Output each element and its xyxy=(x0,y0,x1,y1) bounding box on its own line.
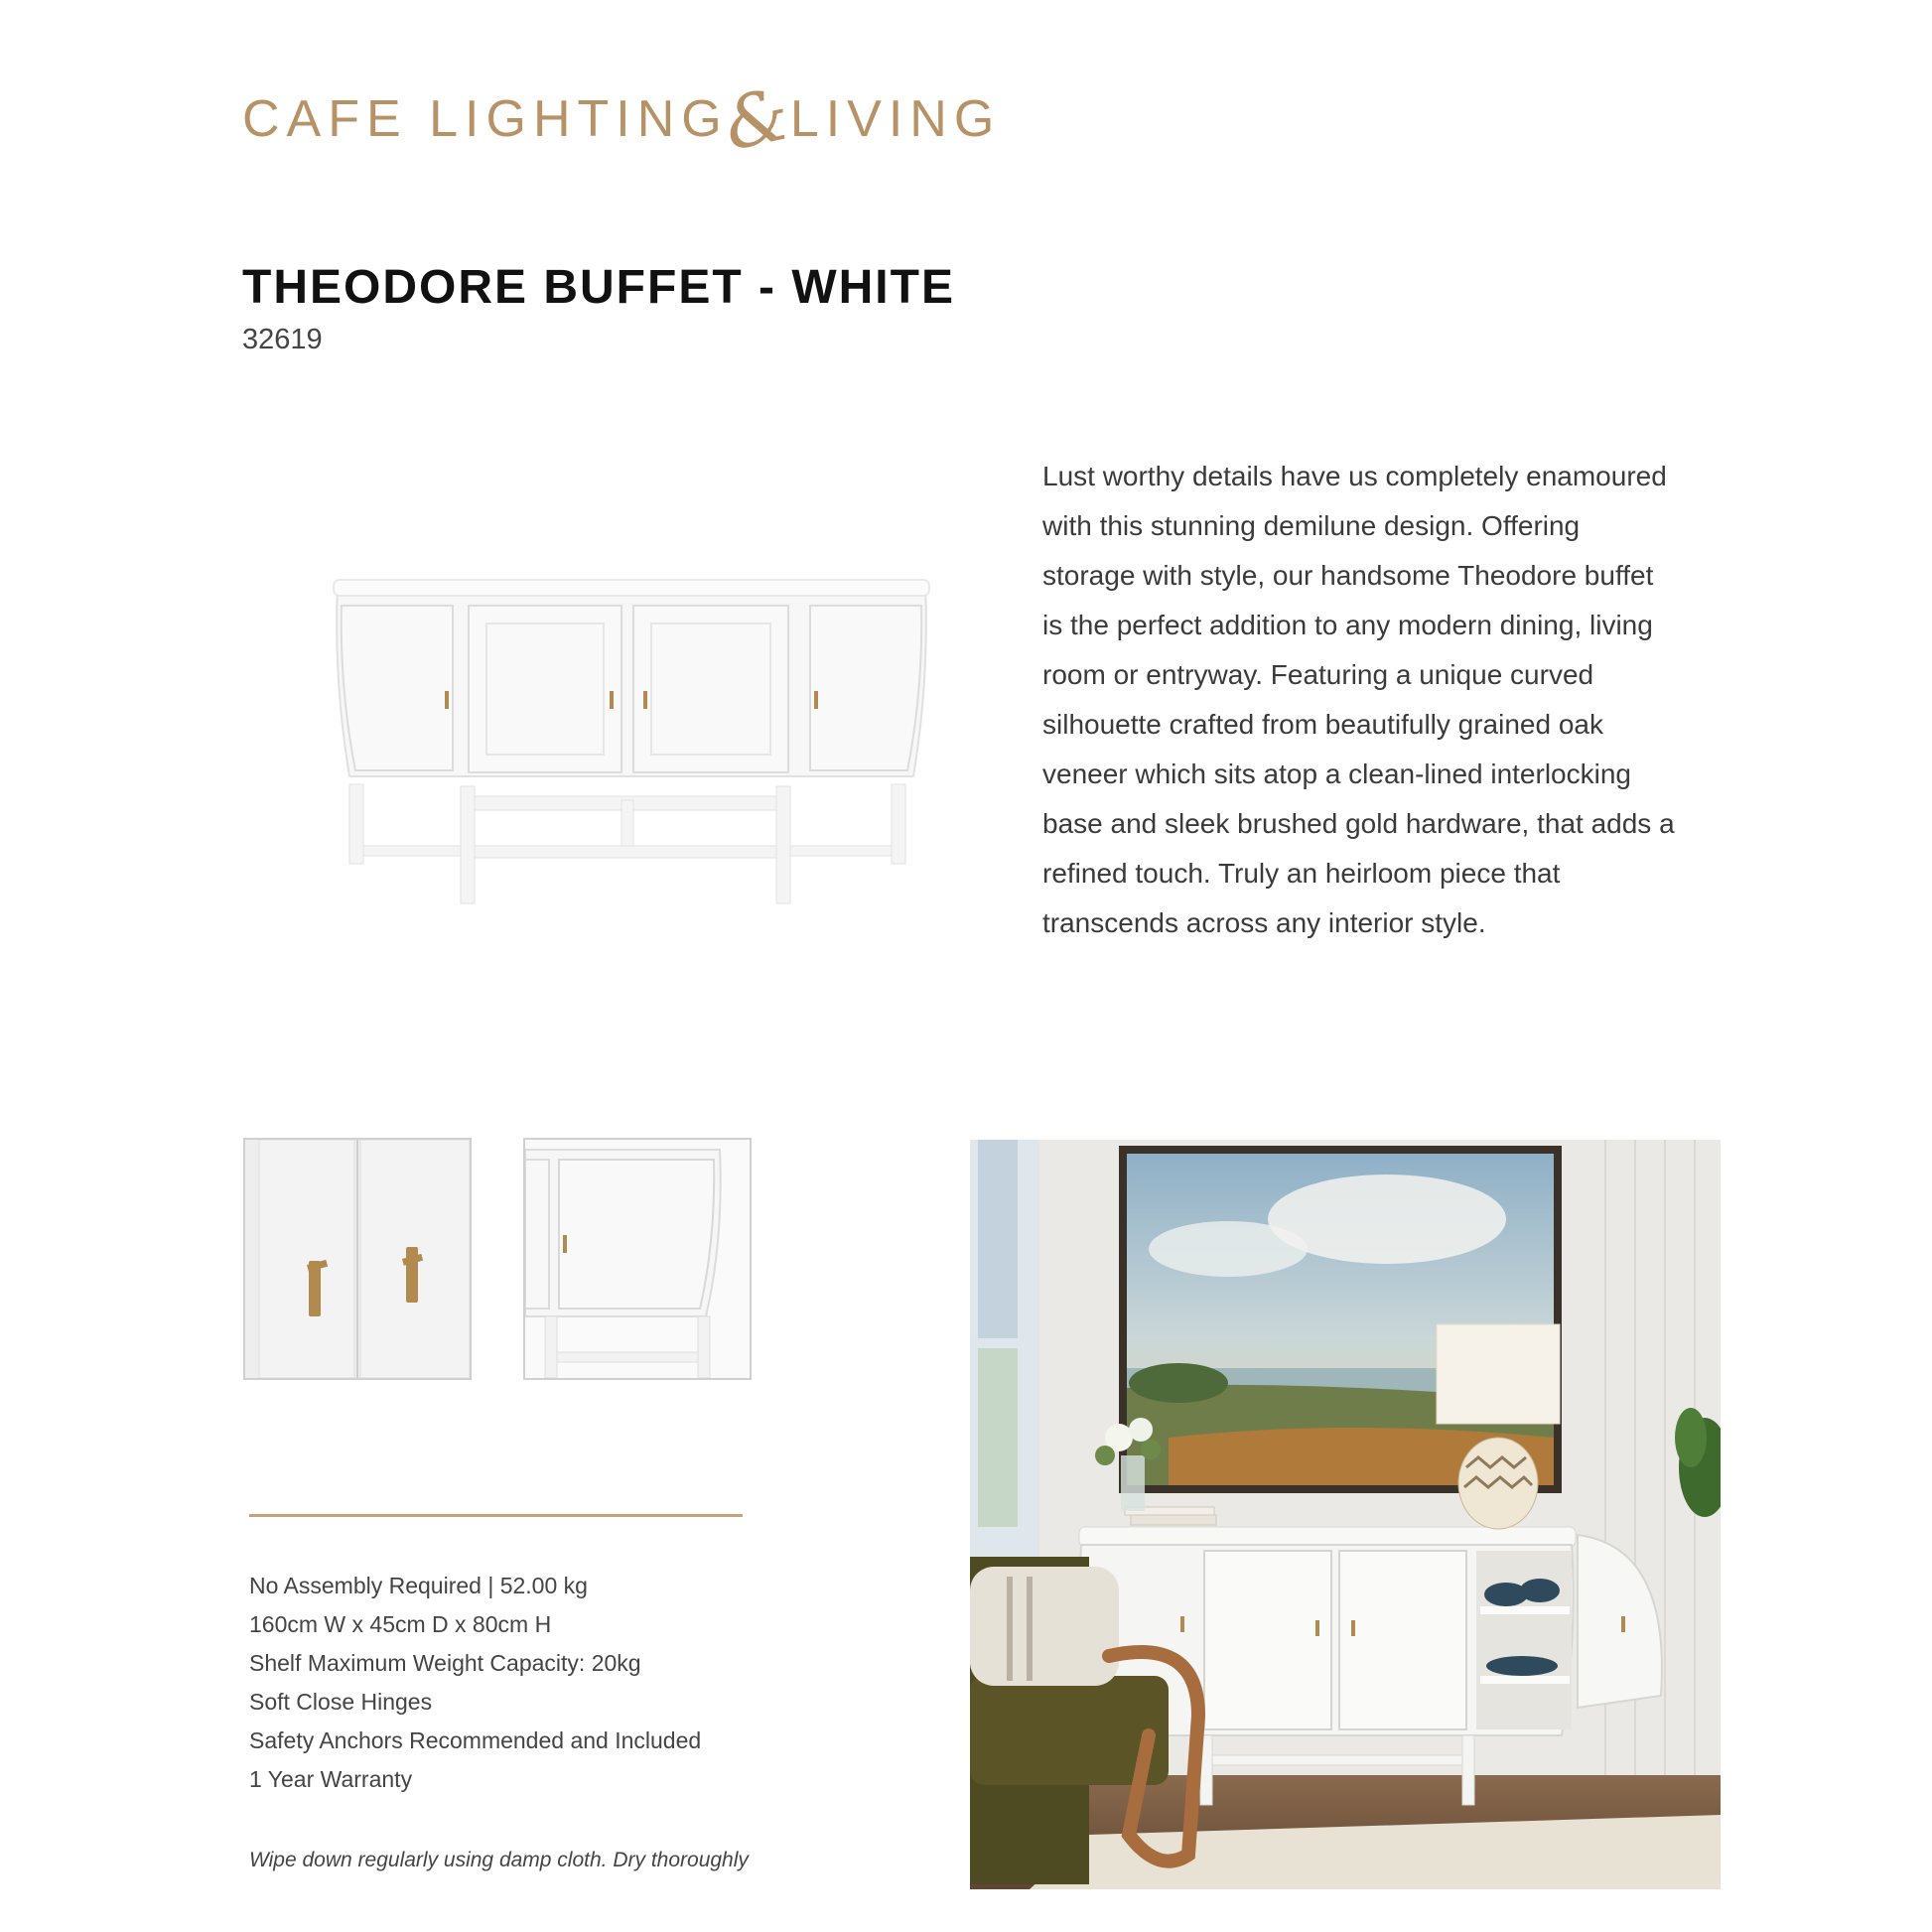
detail-thumbnail-curved-door xyxy=(523,1138,752,1380)
brand-name-part2: LIVING xyxy=(789,90,1002,148)
section-divider xyxy=(249,1514,743,1517)
brand-ampersand: & xyxy=(716,71,796,167)
brand-logo xyxy=(242,71,1002,167)
spec-item: 1 Year Warranty xyxy=(249,1766,413,1792)
brand-name-part1: CAFE LIGHTING xyxy=(242,90,729,148)
product-description: Lust worthy details have us completely enamoured with this stunning demilune design. Offering storage with style, our handsome Theodore buffet is the perfect addition to any modern dining, living room or entryway. Featuring a unique curved silhouette crafted from beautifully grained oak veneer which sits atop a clean-lined interlocking base and sleek brushed gold hardware, that adds a refined touch. Truly an heirloom piece that transcends across any interior style. xyxy=(1042,461,1675,938)
spec-item: Soft Close Hinges xyxy=(249,1689,433,1715)
lifestyle-room-photo xyxy=(970,1140,1721,1889)
care-instructions: Wipe down regularly using damp cloth. Dry thoroughly xyxy=(249,1849,749,1871)
spec-item: Safety Anchors Recommended and Included xyxy=(249,1727,702,1753)
spec-list xyxy=(249,1567,701,1799)
detail-thumbnail-handles xyxy=(243,1138,472,1380)
product-hero-image xyxy=(328,566,935,913)
spec-item: No Assembly Required | 52.00 kg xyxy=(249,1573,588,1598)
spec-item: 160cm W x 45cm D x 80cm H xyxy=(249,1611,552,1637)
product-sku: 32619 xyxy=(242,324,323,355)
spec-item: Shelf Maximum Weight Capacity: 20kg xyxy=(249,1650,641,1676)
product-title: THEODORE BUFFET - WHITE xyxy=(242,261,955,314)
